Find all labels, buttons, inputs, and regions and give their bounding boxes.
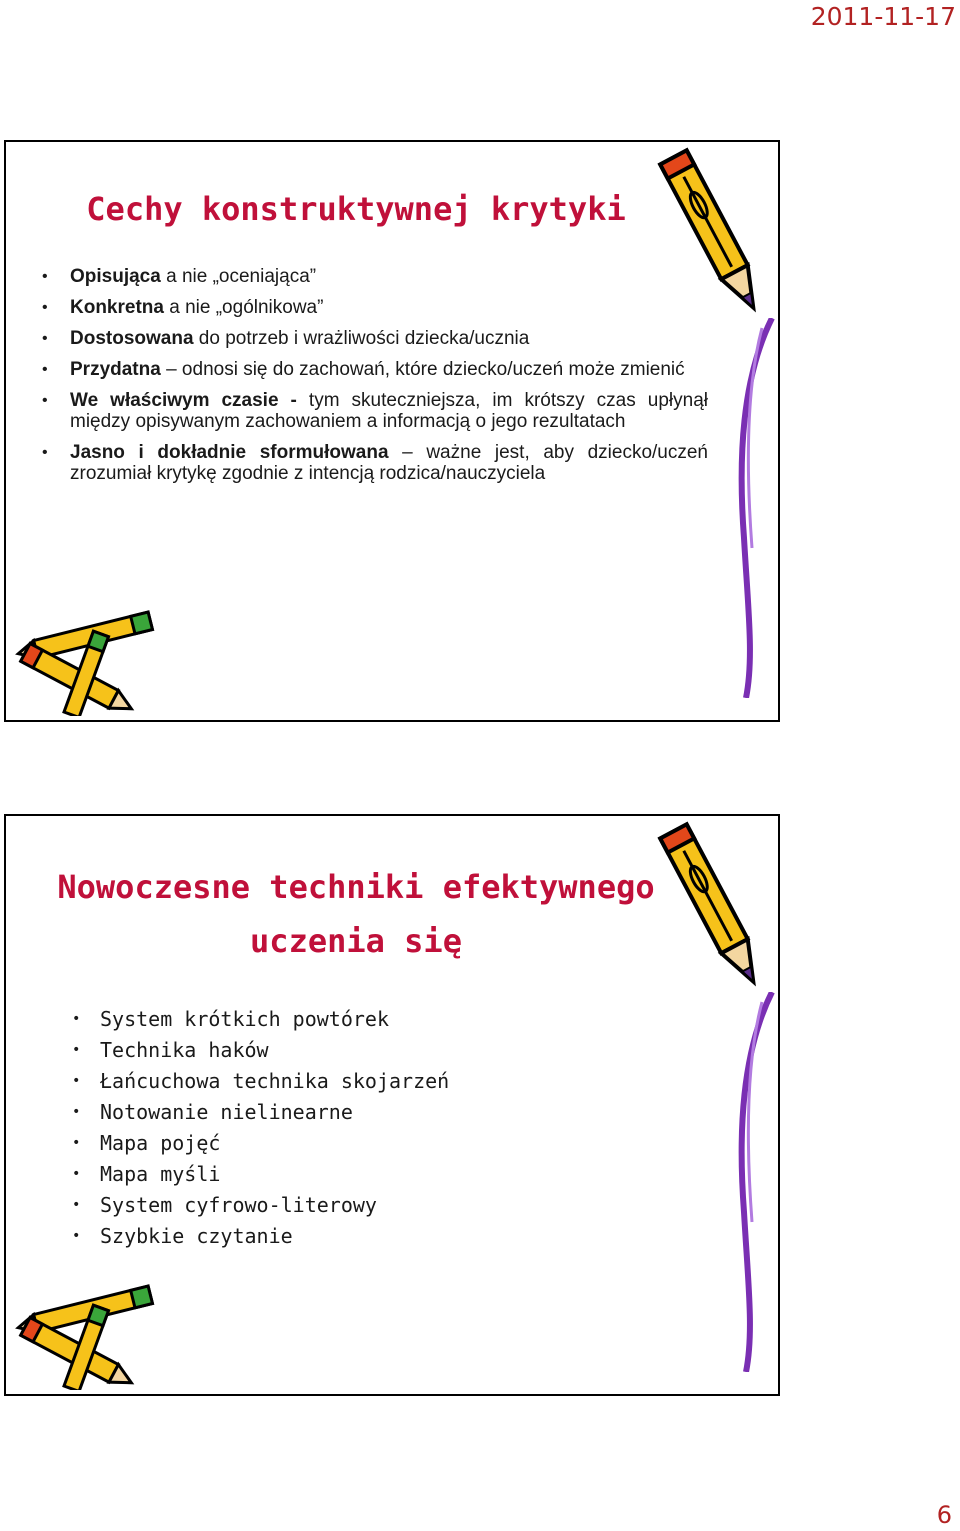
list-item: • Łańcuchowa technika skojarzeń <box>72 1066 572 1097</box>
techniques-list <box>72 1004 572 1252</box>
critique-list <box>42 266 708 494</box>
pencil-clipart-icon <box>652 142 778 332</box>
list-item: • Dostosowana do potrzeb i wrażliwości dziecka/ucznia <box>42 328 708 349</box>
list-item: • System krótkich powtórek <box>72 1004 572 1035</box>
slide-title-line-2: uczenia się <box>250 922 462 960</box>
list-item: • Szybkie czytanie <box>72 1221 572 1252</box>
slide-title <box>6 860 706 968</box>
list-item: • We właściwym czasie - tym skuteczniejsza, im krótszy czas upłynął między opisywanym zachowaniem a informacją o jego rezultatach <box>42 390 708 432</box>
crossed-pencils-icon <box>6 1278 166 1390</box>
crossed-pencils-icon <box>6 604 166 716</box>
slide-title: Cechy konstruktywnej krytyki <box>86 190 626 228</box>
header-date: 2011-11-17 <box>810 2 956 31</box>
list-item: • Notowanie nielinearne <box>72 1097 572 1128</box>
slide-critique <box>4 140 780 722</box>
list-item: • Przydatna – odnosi się do zachowań, które dziecko/uczeń może zmienić <box>42 359 708 380</box>
list-item: • Mapa myśli <box>72 1159 572 1190</box>
swoosh-decoration-icon <box>732 992 778 1372</box>
slide-title-line-1: Nowoczesne techniki efektywnego <box>57 868 655 906</box>
page-number: 6 <box>936 1501 952 1529</box>
list-item: • System cyfrowo-literowy <box>72 1190 572 1221</box>
list-item: • Konkretna a nie „ogólnikowa” <box>42 297 708 318</box>
pencil-clipart-icon <box>652 816 778 1006</box>
list-item: • Jasno i dokładnie sformułowana – ważne jest, aby dziecko/uczeń zrozumiał krytykę zgodnie z intencją rodzica/nauczyciela <box>42 442 708 484</box>
swoosh-decoration-icon <box>732 318 778 698</box>
list-item: • Technika haków <box>72 1035 572 1066</box>
slide-learning-techniques <box>4 814 780 1396</box>
list-item: • Opisująca a nie „oceniająca” <box>42 266 708 287</box>
list-item: • Mapa pojęć <box>72 1128 572 1159</box>
